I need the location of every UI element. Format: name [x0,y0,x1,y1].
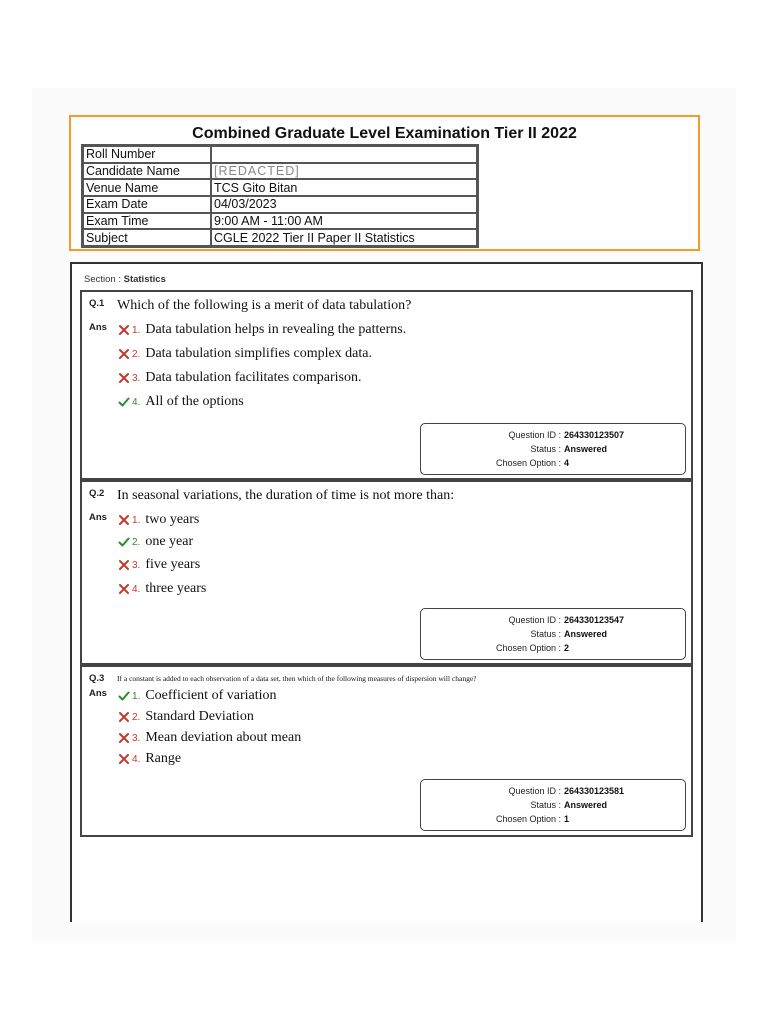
option-item [118,346,372,362]
info-value: 04/03/2023 [211,196,477,213]
option-item [118,370,362,386]
section-prefix: Section : [84,274,124,285]
status-label: Status : [530,629,561,639]
option-text: Range [145,751,182,766]
option-item [118,394,244,410]
option-number: 2. [132,348,141,360]
info-key: Venue Name [83,179,211,196]
answer-label: Ans [89,512,107,523]
option-item [118,534,193,550]
info-row [83,213,477,230]
option-item [118,581,206,597]
cross-icon [118,372,130,384]
option-number: 2. [132,536,141,548]
exam-title: Combined Graduate Level Examination Tier II 2022 [192,125,577,142]
option-number: 2. [132,711,141,723]
option-text: Standard Deviation [145,709,254,724]
cross-icon [118,583,130,595]
info-row [83,163,477,180]
question-id-label: Question ID : [508,430,561,440]
question-status-box [420,608,686,660]
option-number: 3. [132,559,141,571]
info-row [83,229,477,246]
option-number: 1. [132,690,141,702]
option-item [118,751,181,767]
option-text: two years [145,512,200,527]
info-key: Exam Time [83,213,211,230]
question-id-label: Question ID : [508,786,561,796]
info-row [83,196,477,213]
cross-icon [118,514,130,526]
option-item [118,512,199,528]
info-key: Roll Number [83,146,211,163]
section-name: Statistics [123,274,166,285]
info-value: CGLE 2022 Tier II Paper II Statistics [211,229,477,246]
cross-icon [118,348,130,360]
candidate-info-table [81,144,479,248]
option-number: 3. [132,732,141,744]
option-number: 4. [132,583,141,595]
info-row [83,146,477,163]
question-id-value: 264330123507 [564,430,625,440]
cross-icon [118,732,130,744]
info-value: 9:00 AM - 11:00 AM [211,213,477,230]
chosen-option-label: Chosen Option : [495,814,561,824]
option-text: All of the options [145,394,244,409]
option-text: Data tabulation helps in revealing the patterns. [145,322,407,337]
info-row [83,179,477,196]
question-text: In seasonal variations, the duration of time is not more than: [117,488,455,503]
option-item [118,322,406,338]
section-label [84,274,166,285]
option-item [118,730,301,746]
option-number: 1. [132,324,141,336]
info-key: Exam Date [83,196,211,213]
question-text: Which of the following is a merit of data tabulation? [117,298,412,313]
check-icon [118,536,130,548]
question-number: Q.2 [89,488,105,499]
check-icon [118,396,130,408]
info-value [211,146,477,163]
info-value: TCS Gito Bitan [211,179,477,196]
question-card [80,290,693,480]
option-item [118,688,276,704]
option-number: 1. [132,514,141,526]
option-number: 4. [132,396,141,408]
option-text: one year [145,534,194,549]
question-id-label: Question ID : [508,615,561,625]
question-status-box [420,423,686,475]
cross-icon [118,559,130,571]
question-text: If a constant is added to each observation of a data set, then which of the following measures of dispersion will change? [117,674,477,683]
status-value: Answered [564,800,608,810]
cross-icon [118,753,130,765]
chosen-option-value: 2 [564,643,570,653]
question-number: Q.1 [89,298,105,309]
question-status-box [420,779,686,831]
answer-label: Ans [89,688,107,699]
status-value: Answered [564,444,608,454]
info-key: Candidate Name [83,163,211,180]
status-label: Status : [530,444,561,454]
answer-label: Ans [89,322,107,333]
option-item [118,709,254,725]
chosen-option-label: Chosen Option : [495,643,561,653]
option-text: Data tabulation simplifies complex data. [145,346,373,361]
chosen-option-label: Chosen Option : [495,458,561,468]
option-item [118,557,200,573]
question-card [80,665,693,837]
status-value: Answered [564,629,608,639]
option-text: Mean deviation about mean [145,730,302,745]
info-key: Subject [83,229,211,246]
option-text: Coefficient of variation [145,688,277,703]
status-label: Status : [530,800,561,810]
option-text: three years [145,581,207,596]
option-number: 3. [132,372,141,384]
question-number: Q.3 [89,673,105,684]
chosen-option-value: 1 [564,814,570,824]
chosen-option-value: 4 [564,458,570,468]
option-number: 4. [132,753,141,765]
option-text: Data tabulation facilitates comparison. [145,370,362,385]
check-icon [118,690,130,702]
question-id-value: 264330123581 [564,786,625,796]
question-card [80,480,693,665]
exam-header [69,115,700,251]
question-id-value: 264330123547 [564,615,625,625]
option-text: five years [145,557,201,572]
cross-icon [118,324,130,336]
cross-icon [118,711,130,723]
info-value: [REDACTED] [211,163,477,180]
